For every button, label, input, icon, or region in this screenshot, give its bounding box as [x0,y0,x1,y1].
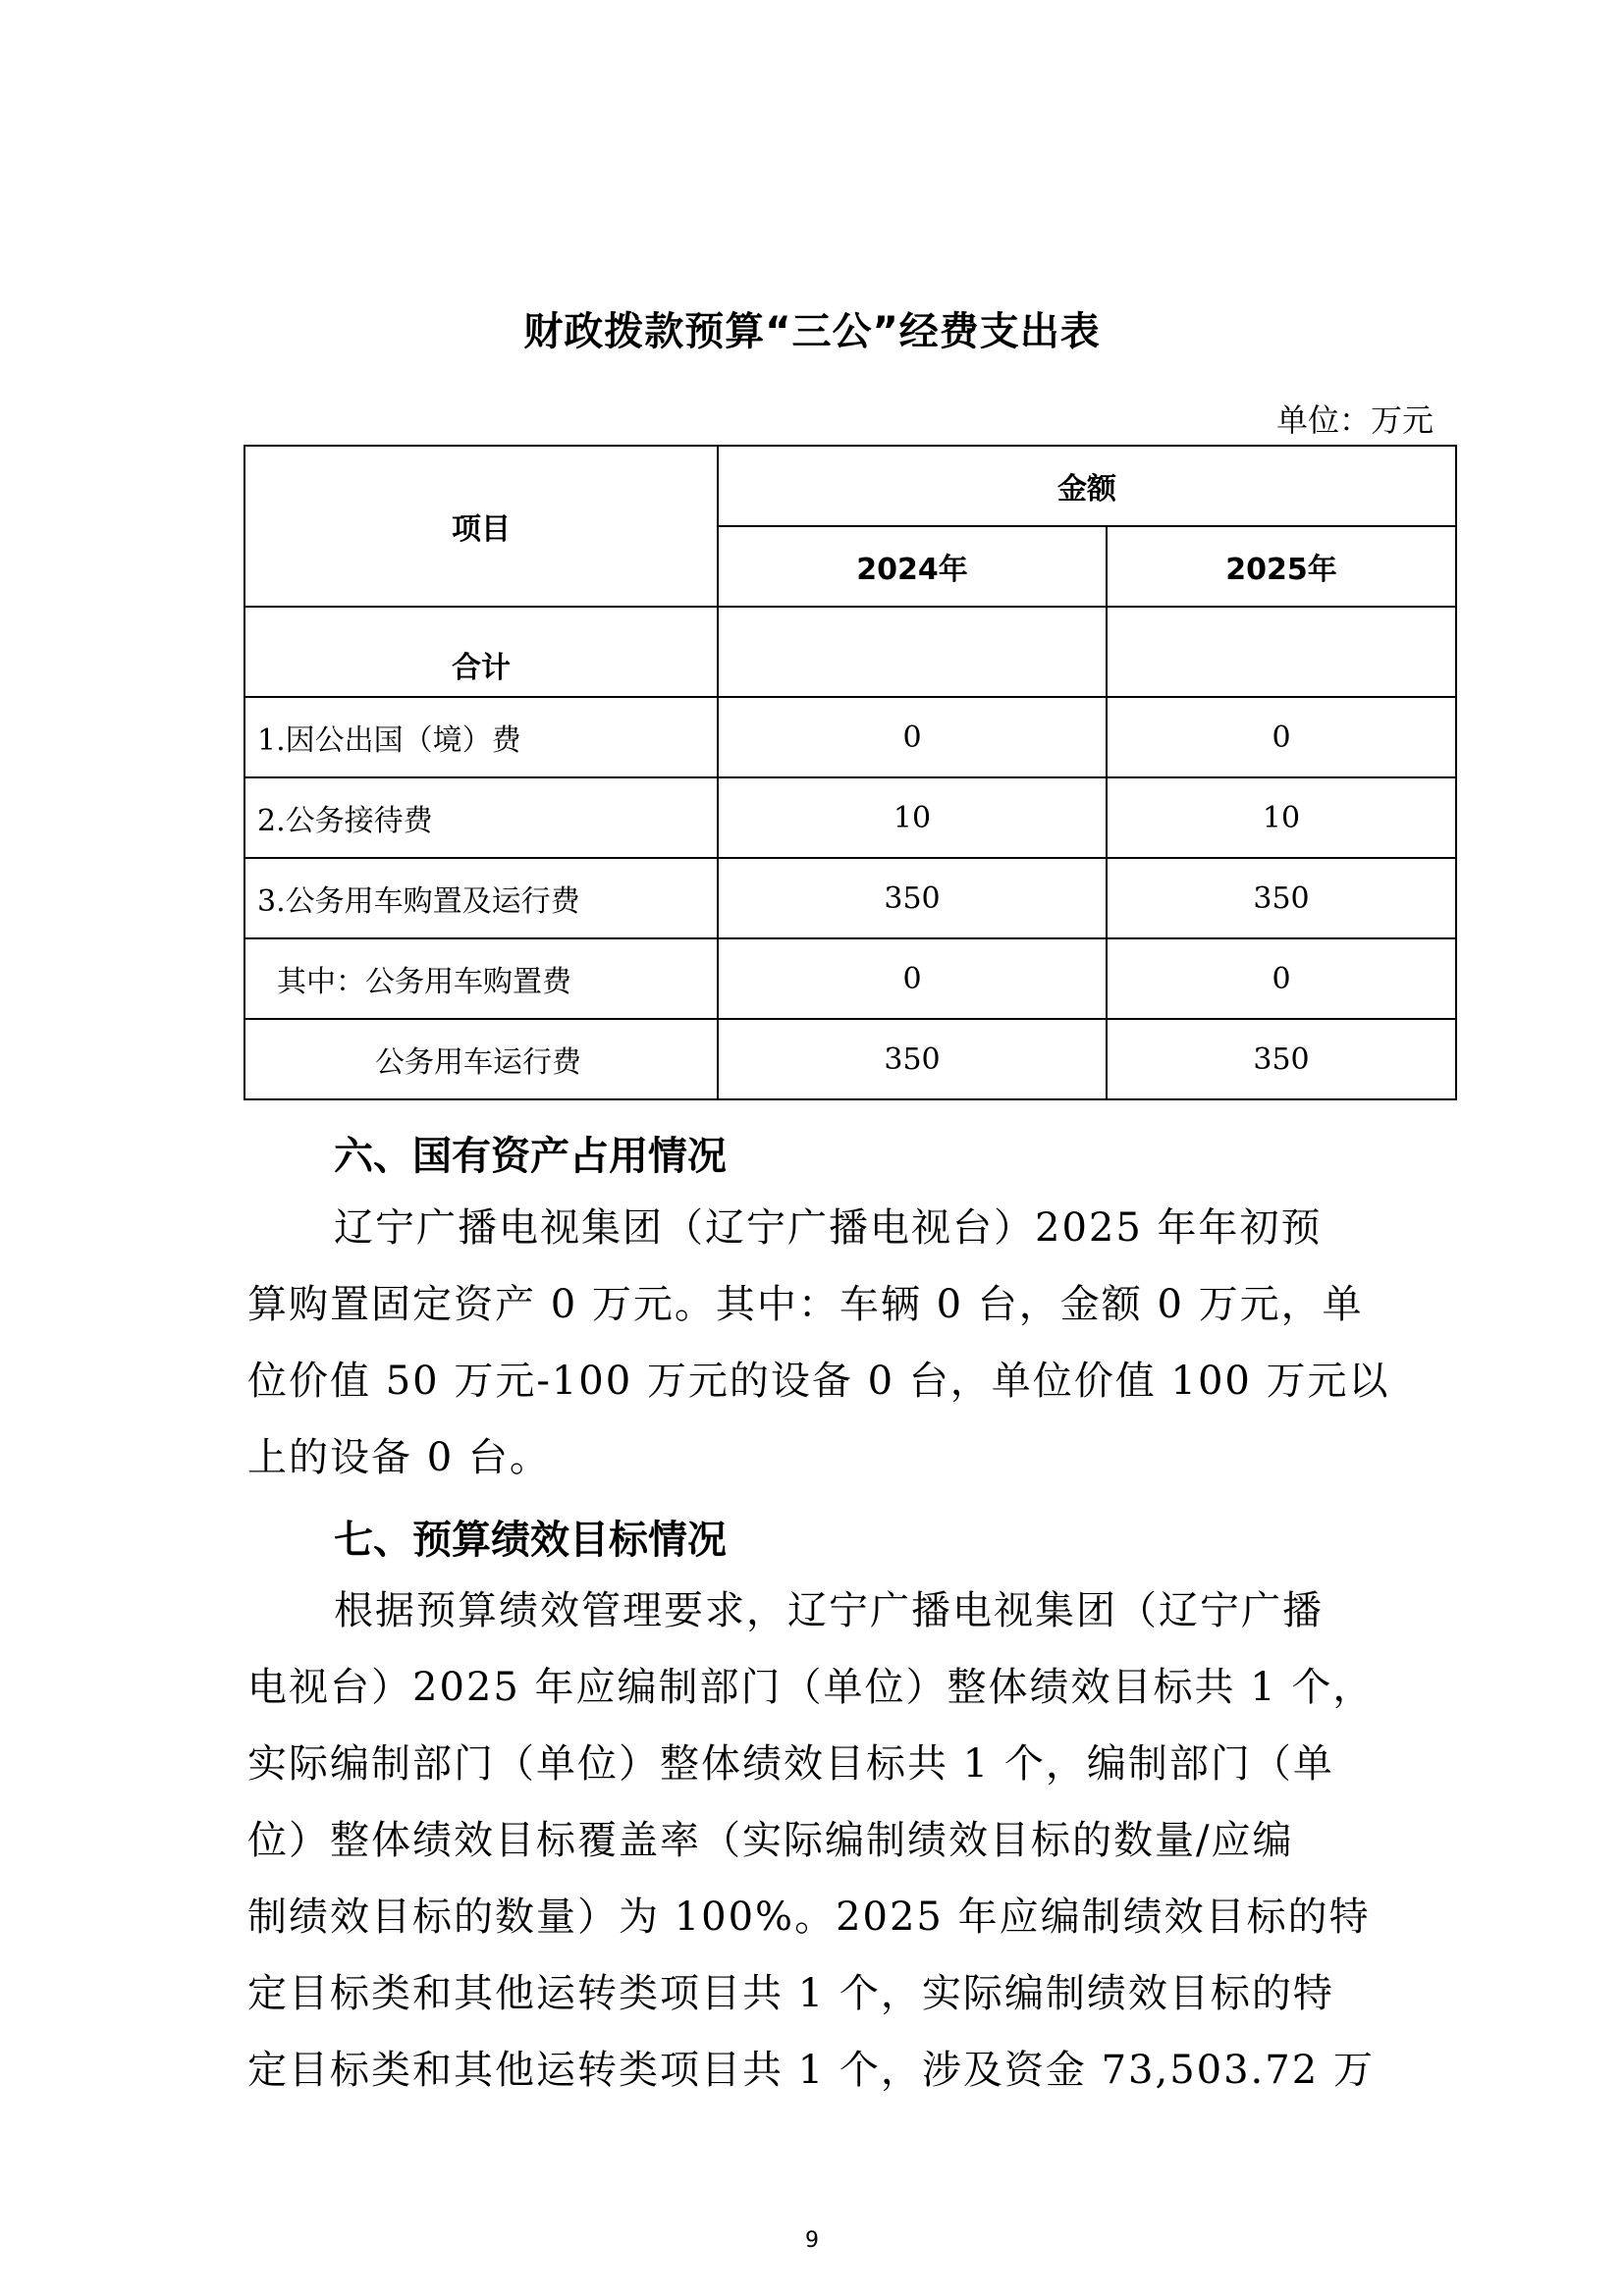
row-value-2025: 0 [1107,938,1456,1019]
row-label: 2.公务接待费 [244,777,718,858]
row-label: 1.因公出国（境）费 [244,697,718,777]
header-year-2025: 2025年 [1107,526,1456,607]
paragraph-line: 实际编制部门（单位）整体绩效目标共 1 个，编制部门（单 [247,1741,1334,1787]
header-year-2024: 2024年 [718,526,1107,607]
paragraph-line: 定目标类和其他运转类项目共 1 个，实际编制绩效目标的特 [247,1971,1334,2016]
section-6-body [247,1190,1388,1496]
table-row [244,858,1456,938]
paragraph-line: 电视台）2025 年应编制部门（单位）整体绩效目标共 1 个， [247,1665,1375,1710]
table-row [244,777,1456,858]
table-row [244,1019,1456,1099]
row-value-2024: 10 [718,777,1107,858]
row-value-2025: 0 [1107,697,1456,777]
paragraph-line: 制绩效目标的数量）为 100%。2025 年应编制绩效目标的特 [247,1895,1371,1940]
paragraph-line: 根据预算绩效管理要求，辽宁广播电视集团（辽宁广播 [334,1588,1324,1633]
unit-label: 单位：万元 [1275,401,1434,439]
table-row [244,938,1456,1019]
row-value-2024: 0 [718,938,1107,1019]
row-label: 其中：公务用车购置费 [244,938,718,1019]
paragraph-line: 上的设备 0 台。 [247,1435,551,1480]
page-number: 9 [805,2228,819,2253]
section-7-body [247,1573,1388,2109]
row-value-2025: 350 [1107,858,1456,938]
header-item: 项目 [244,446,718,607]
row-label: 公务用车运行费 [244,1019,718,1099]
row-value-2025 [1107,607,1456,697]
paragraph-line: 位）整体绩效目标覆盖率（实际编制绩效目标的数量/应编 [247,1818,1294,1863]
row-value-2024: 0 [718,697,1107,777]
paragraph-line: 位价值 50 万元-100 万元的设备 0 台，单位价值 100 万元以 [247,1359,1390,1404]
header-amount: 金额 [718,446,1456,526]
three-public-expenses-table [244,445,1457,1100]
row-label: 3.公务用车购置及运行费 [244,858,718,938]
section-7-heading: 七、预算绩效目标情况 [334,1518,727,1563]
row-value-2024: 350 [718,1019,1107,1099]
section-6-heading: 六、国有资产占用情况 [334,1134,727,1179]
table-title: 财政拨款预算“三公”经费支出表 [523,309,1101,354]
row-value-2025: 10 [1107,777,1456,858]
row-value-2024 [718,607,1107,697]
row-label: 合计 [244,607,718,697]
table-row [244,697,1456,777]
row-value-2024: 350 [718,858,1107,938]
paragraph-line: 定目标类和其他运转类项目共 1 个，涉及资金 73,503.72 万 [247,2048,1375,2093]
row-value-2025: 350 [1107,1019,1456,1099]
table-row-total [244,607,1456,697]
paragraph-line: 辽宁广播电视集团（辽宁广播电视台）2025 年年初预 [334,1205,1323,1251]
paragraph-line: 算购置固定资产 0 万元。其中：车辆 0 台，金额 0 万元，单 [247,1282,1364,1327]
